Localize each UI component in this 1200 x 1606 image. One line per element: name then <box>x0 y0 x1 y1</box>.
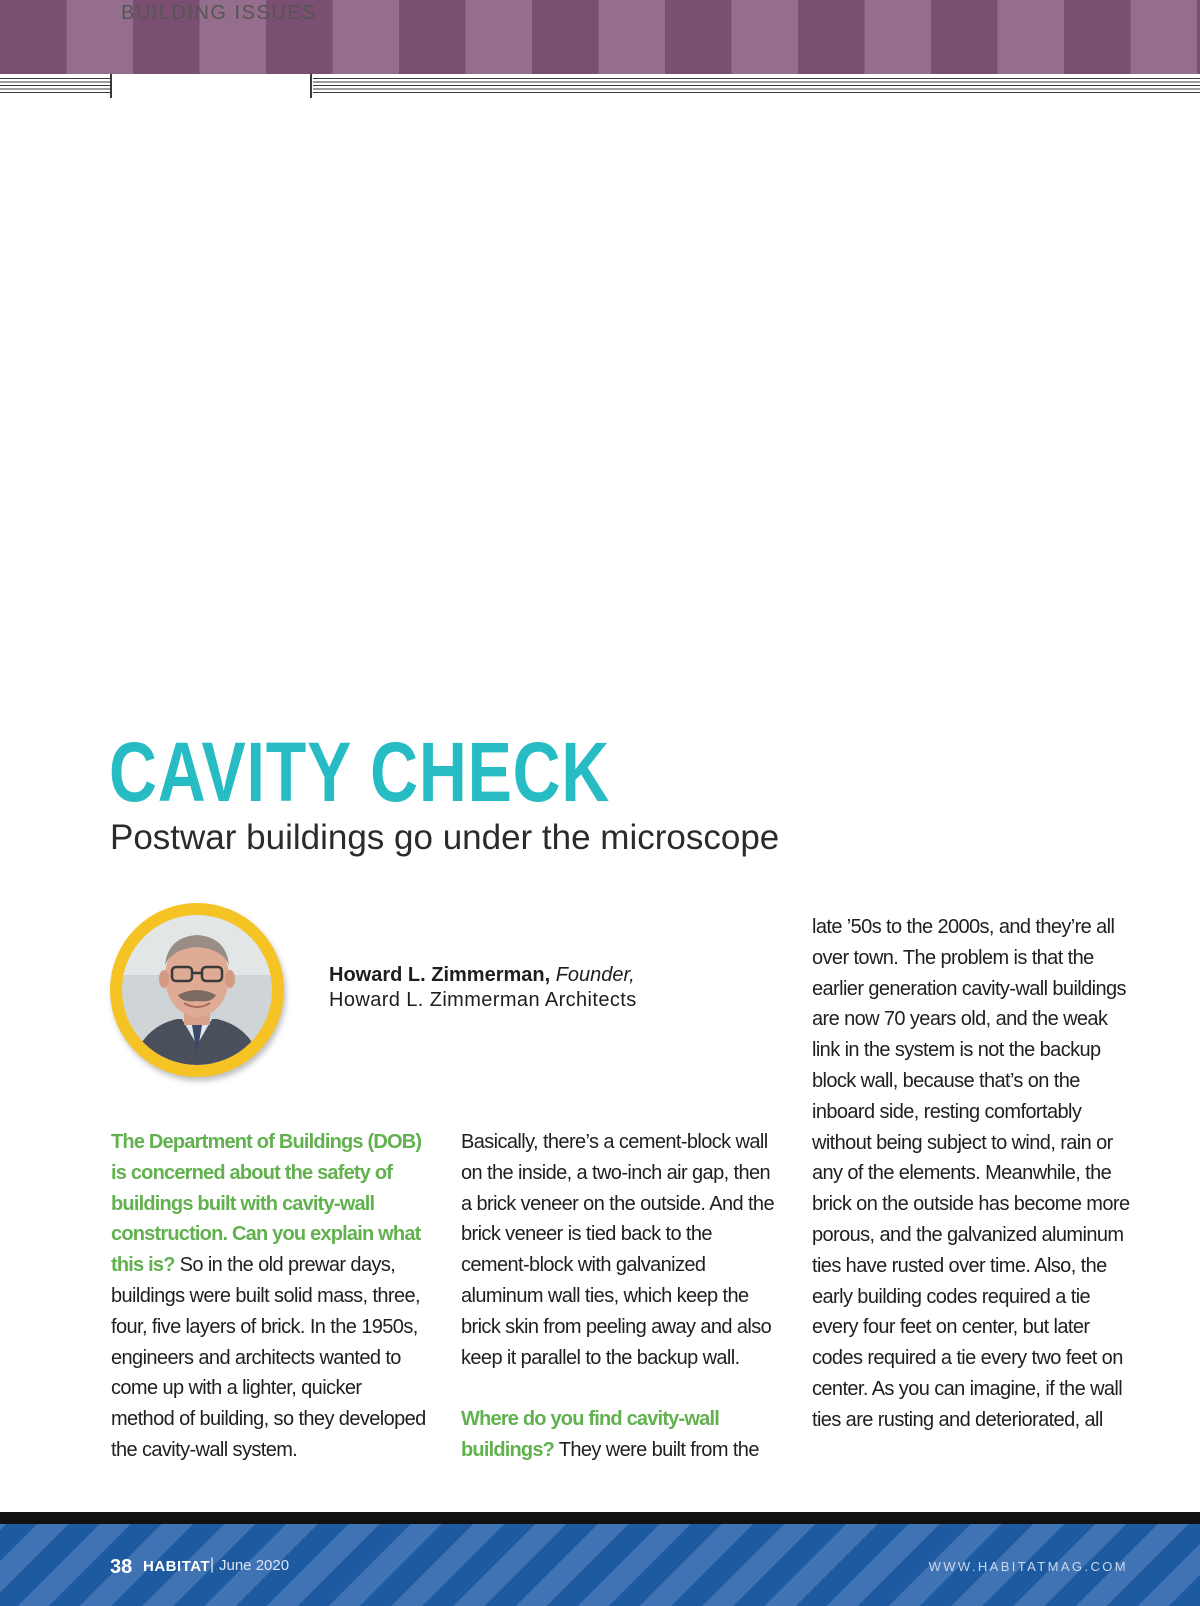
author-role: Founder, <box>555 964 635 986</box>
footer-rule <box>0 1512 1200 1524</box>
section-header <box>0 74 1200 100</box>
author-portrait <box>110 903 284 1077</box>
website-url: WWW.HABITATMAG.COM <box>928 1559 1128 1574</box>
section-label: BUILDING ISSUES <box>121 2 317 24</box>
interview-answer: So in the old prewar days, buildings were built solid mass, three, four, five layers of brick. In the 1950s, engineers and architects wanted to come up with a lighter, quicker method of building, so they developed the cavity-wall system. <box>111 1254 426 1461</box>
portrait-photo <box>122 915 272 1065</box>
body-column-3 <box>812 912 1132 1436</box>
article-title: CAVITY CHECK <box>109 725 611 819</box>
body-paragraph: late ’50s to the 2000s, and they’re all over town. The problem is that the earlier generation cavity-wall buildings are now 70 years old, and the weak link in the system is not the backup block wall, because that’s on the inboard side, resting comfortably without being subject to wind, rain or any of the elements. Meanwhile, the brick on the outside has become more porous, and the galvanized aluminum ties have rusted over time. Also, the early building codes required a tie every four feet on center, but later codes required a tie every two feet on center. As you can imagine, if the wall ties are rusting and deteriorated, all <box>812 916 1130 1431</box>
section-rule-right <box>313 78 1200 93</box>
magazine-name: HABITAT <box>143 1558 211 1575</box>
issue-date: June 2020 <box>219 1557 290 1574</box>
body-paragraph: Basically, there’s a cement-block wall on the inside, a two-inch air gap, then a brick veneer on the outside. And the brick veneer is tied back to the cement-block with galvanized aluminum wall ties, which keep the brick skin from peeling away and also keep it parallel to the backup wall. <box>461 1131 774 1369</box>
author-name: Howard L. Zimmerman, <box>329 964 551 986</box>
page-number: 38 <box>110 1556 133 1578</box>
interview-answer: They were built from the <box>558 1438 759 1461</box>
interview-question: Where do you find cavity-wall buildings? <box>461 1408 719 1461</box>
author-firm: Howard L. Zimmerman Architects <box>329 989 637 1011</box>
footer-separator: | <box>210 1556 215 1573</box>
article-subtitle: Postwar buildings go under the microscope <box>110 818 780 857</box>
author-byline <box>329 963 637 1013</box>
interview-question: The Department of Buildings (DOB) is concerned about the safety of buildings built with cavity-wall construction. Can you explain what this is? <box>111 1131 422 1277</box>
body-column-1 <box>111 1127 429 1466</box>
section-rule-left <box>0 78 110 93</box>
body-column-2 <box>461 1127 779 1466</box>
section-label-box <box>110 74 312 98</box>
